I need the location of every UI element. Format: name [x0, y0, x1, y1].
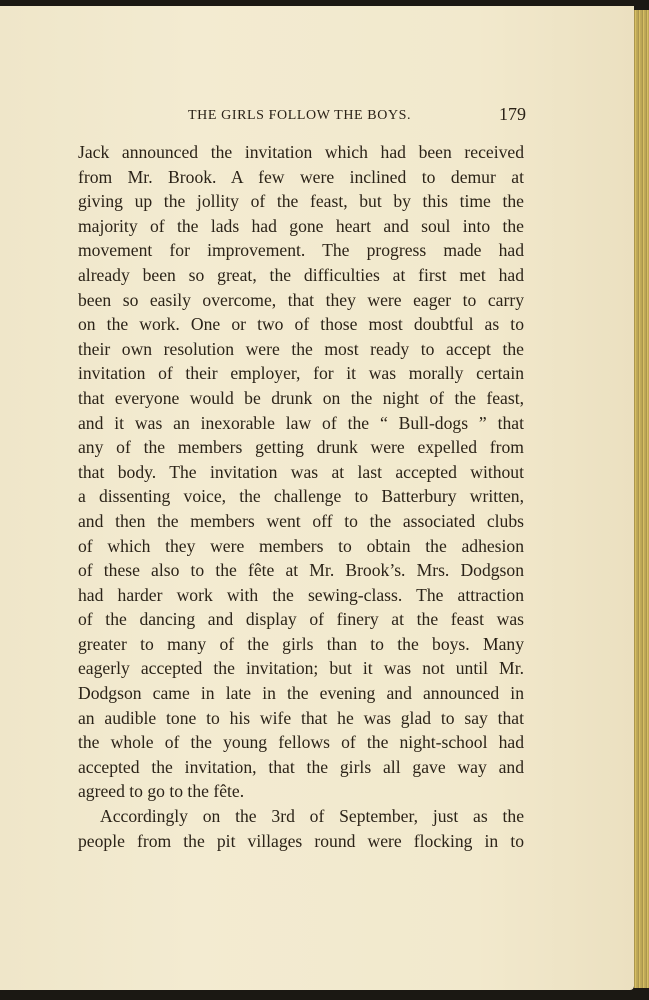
text-line: and then the members went off to the associated clubs — [78, 510, 524, 531]
body-text — [78, 140, 524, 853]
text-line: an audible tone to his wife that he was glad to say that — [78, 707, 524, 728]
text-line: of which they were members to obtain the adhesion — [78, 535, 524, 556]
text-line: people from the pit villages round were flocking in to — [78, 830, 524, 851]
text-line: a dissenting voice, the challenge to Batterbury written, — [78, 486, 524, 507]
text-line: invitation of their employer, for it was morally certain — [78, 363, 524, 384]
text-line: on the work. One or two of those most doubtful as to — [78, 314, 524, 335]
page-edges — [634, 10, 649, 988]
text-line: that body. The invitation was at last accepted without — [78, 461, 524, 482]
text-line: greater to many of the girls than to the boys. Many — [78, 633, 524, 654]
text-line: Dodgson came in late in the evening and announced in — [78, 683, 524, 704]
text-line: eagerly accepted the invitation; but it was not until Mr. — [78, 658, 524, 679]
text-line: of the dancing and display of finery at the feast was — [78, 609, 524, 630]
text-line: the whole of the young fellows of the night-school had — [78, 732, 524, 753]
page-number: 179 — [499, 104, 526, 124]
text-line: any of the members getting drunk were expelled from — [78, 437, 524, 458]
text-line: accepted the invitation, that the girls all gave way and — [78, 756, 524, 777]
text-line: Accordingly on the 3rd of September, just as the — [100, 806, 524, 827]
text-line: had harder work with the sewing-class. The attraction — [78, 584, 524, 605]
text-line: movement for improvement. The progress made had — [78, 240, 524, 261]
text-line: their own resolution were the most ready to accept the — [78, 338, 524, 359]
running-title: THE GIRLS FOLLOW THE BOYS. — [188, 108, 412, 123]
text-line: that everyone would be drunk on the night of the feast, — [78, 387, 524, 408]
text-line: agreed to go to the fête. — [78, 781, 245, 802]
text-line: Jack announced the invitation which had been received — [78, 142, 524, 162]
text-line: been so easily overcome, that they were eager to carry — [78, 289, 524, 310]
text-line: giving up the jollity of the feast, but by this time the — [78, 191, 524, 212]
text-line: and it was an inexorable law of the “ Bull-dogs ” that — [78, 412, 524, 433]
book-page — [0, 6, 634, 990]
text-line: from Mr. Brook. A few were inclined to demur at — [78, 166, 524, 187]
text-line: already been so great, the difficulties at first met had — [78, 264, 524, 285]
text-line: of these also to the fête at Mr. Brook’s. Mrs. Dodgson — [78, 560, 524, 581]
running-head — [78, 104, 526, 130]
text-line: majority of the lads had gone heart and soul into the — [78, 215, 524, 236]
